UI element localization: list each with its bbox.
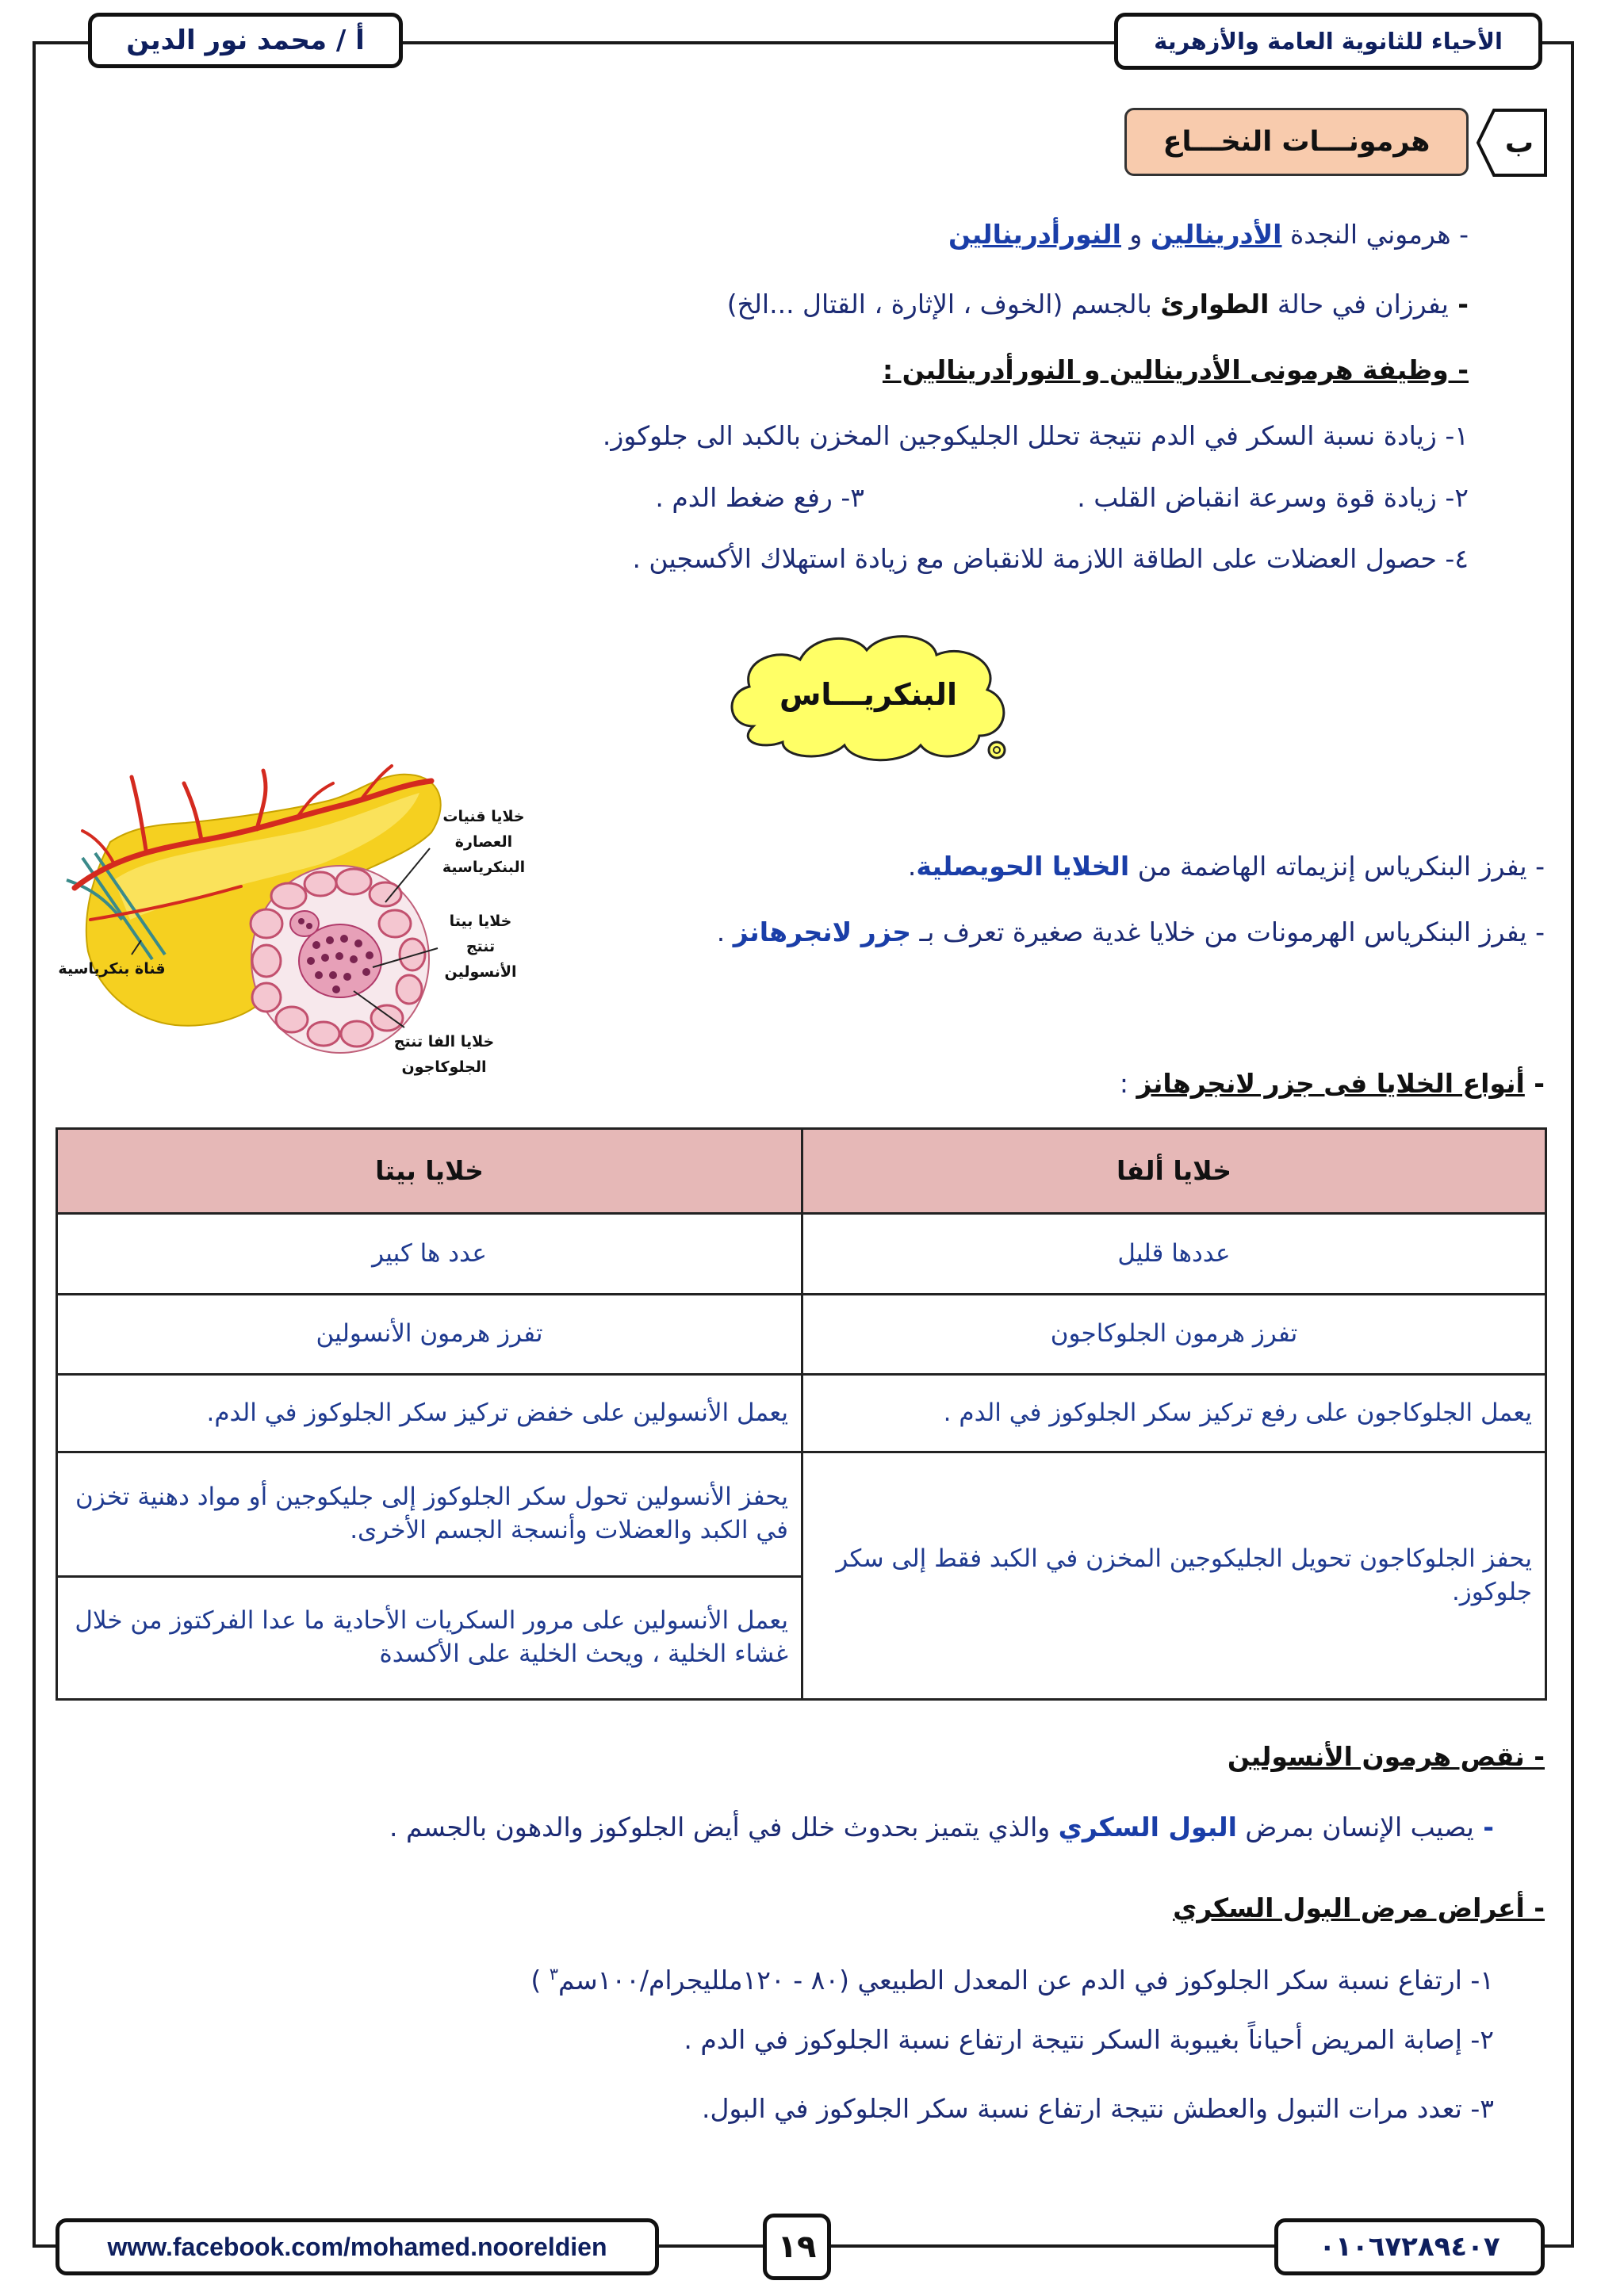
symptom-3: ٣- تعدد مرات التبول والعطش نتيجة ارتفاع نسبة سكر الجلوكوز في البول. (701, 2093, 1494, 2124)
acinar-cell (308, 1022, 339, 1046)
alpha-storage: يحفز الجلوكاجون تحويل الجليكوجين المخزن في الكبد فقط إلى سكر جلوكوز. (802, 1452, 1546, 1700)
islet-cells-table (56, 1127, 1547, 1701)
islet-cell (298, 918, 304, 924)
enzymes-end: . (907, 851, 917, 882)
acinar-cell (304, 872, 336, 896)
intro-text: - هرموني النجدة (1281, 219, 1469, 250)
islet-cell (329, 971, 337, 979)
islet-cell (366, 951, 373, 959)
islet-cell (307, 957, 315, 965)
adrenaline-term: الأدرينالين (1150, 219, 1282, 250)
symptom-text: ١- ارتفاع نسبة سكر الجلوكوز في الدم عن المعدل الطبيعي (٨٠ - ١٢٠ملليجرام/١٠٠سم (558, 1965, 1494, 1996)
label-line: الجلوكاجون (401, 1058, 487, 1076)
beta-hormone: تفرز هرمون الأنسولين (57, 1295, 802, 1375)
effect-text: يصيب الإنسان بمرض (1236, 1812, 1474, 1843)
pancreas-title: البنكريـــاس (779, 677, 957, 712)
islet-cell (343, 973, 351, 981)
emergency-term: الطوارئ (1160, 289, 1270, 320)
table-row (57, 1295, 1546, 1375)
islet-cell (340, 935, 348, 943)
cell-types-heading (1120, 1064, 1545, 1104)
beta-uptake: يعمل الأنسولين على مرور السكريات الأحادية ما عدا الفركتوز من خلال غشاء الخلية ، ويحث الخلية على الأكسدة (57, 1577, 802, 1700)
subject-title: الأحياء للثانوية العامة والأزهرية (1154, 28, 1503, 55)
beta-header: خلايا بيتا (57, 1129, 802, 1214)
label-line: البنكرياسية (442, 859, 526, 876)
islet-cell (312, 941, 320, 949)
section-letter: ب (1504, 126, 1534, 159)
hormones-text: - يفرز البنكرياس الهرمونات من خلايا غدية صغيرة تعرف بـ (911, 916, 1545, 947)
acinar-cell (336, 869, 371, 894)
acinar-cell (379, 910, 411, 937)
page-number: ١٩ (777, 2229, 817, 2265)
insulin-deficiency-heading: - نقص هرمون الأنسولين (1227, 1741, 1545, 1772)
label-line: خلايا بيتا (449, 913, 512, 930)
function-3: ٣- رفع ضغط الدم . (655, 482, 864, 513)
pancreas-enzymes (908, 847, 1545, 886)
facebook-url: www.facebook.com/mohamed.nooreldien (107, 2232, 607, 2261)
alpha-header: خلايا ألفا (802, 1129, 1546, 1214)
acinar-cells-term: الخلايا الحويصلية (916, 851, 1130, 882)
beta-count: عدد ها كبير (57, 1214, 802, 1295)
facebook-box (56, 2218, 659, 2275)
acinar-cell (341, 1021, 373, 1047)
islet-cell (354, 939, 362, 947)
subject-box (1114, 13, 1542, 70)
function-4: ٤- حصول العضلات على الطاقة اللازمة للانقباض مع زيادة استهلاك الأكسجين . (632, 543, 1469, 574)
islet-cell (321, 954, 329, 962)
label-pancreatic-duct (52, 956, 171, 982)
table-header-row (57, 1129, 1546, 1214)
author-box (88, 13, 403, 68)
label-line: خلايا الفا تنتج (393, 1033, 495, 1050)
medulla-intro (948, 215, 1469, 254)
islet-cluster (290, 911, 319, 936)
symptom-2: ٢- إصابة المريض أحياناً بغيبوبة السكر نتيجة ارتفاع نسبة الجلوكوز في الدم . (684, 2024, 1494, 2055)
label-line: الأنسولين (444, 963, 517, 981)
symptoms-heading: - أعراض مرض البول السكري (1173, 1892, 1545, 1923)
acinar-cell (400, 939, 425, 970)
islet-cell (326, 936, 334, 944)
label-beta-cells (435, 909, 527, 985)
phone-box (1274, 2218, 1545, 2275)
page-number-box (763, 2214, 831, 2280)
acinar-cell (271, 883, 306, 909)
acinar-cell (252, 983, 281, 1012)
alpha-hormone: تفرز هرمون الجلوكاجون (802, 1295, 1546, 1375)
heading-colon: : (1119, 1068, 1137, 1099)
pancreas-hormones (717, 913, 1545, 952)
medulla-secretion (727, 285, 1469, 324)
label-line: العصارة (454, 833, 513, 851)
function-2: ٢- زيادة قوة وسرعة انقباض القلب . (1077, 482, 1469, 513)
label-line: قناة بنكرياسية (58, 960, 166, 978)
label-line: تنتج (465, 938, 496, 955)
bullet-dash: - (1524, 1068, 1545, 1099)
author-name: أ / محمد نور الدين (126, 25, 365, 56)
intro-and: و (1120, 219, 1151, 250)
unit-superscript: ٣ (549, 1965, 559, 1984)
alpha-count: عددها قليل (802, 1214, 1546, 1295)
secretion-text: يفرزان في حالة (1269, 289, 1449, 320)
islet-cell (362, 968, 370, 976)
phone-number: ٠١٠٦٧٢٨٩٤٠٧ (1319, 2231, 1500, 2263)
islet-cell (350, 955, 358, 963)
label-duct-cells (428, 804, 539, 880)
secretion-examples: بالجسم (الخوف ، الإثارة ، القتال ...الخ) (726, 289, 1161, 320)
label-line: خلايا قنيات (442, 808, 525, 825)
islet-cell (332, 985, 340, 993)
noradrenaline-term: النورأدرينالين (948, 219, 1121, 250)
function-1: ١- زيادة نسبة السكر في الدم نتيجة تحلل الجليكوجين المخزن بالكبد الى جلوكوز. (602, 420, 1469, 451)
acinar-cell (370, 882, 401, 906)
beta-storage: يحفز الأنسولين تحول سكر الجلوكوز إلى جليكوجين أو مواد دهنية تخزن في الكبد والعضلات وأنسجة الجسم الأخرى. (57, 1452, 802, 1577)
cell-types-title: أنواع الخلايا فى جزر لانجرهانز (1136, 1068, 1525, 1099)
section-title-box (1124, 108, 1469, 176)
section-title: هرمونـــات النخـــاع (1162, 126, 1431, 158)
label-alpha-cells (379, 1029, 509, 1080)
acinar-cell (251, 909, 282, 938)
table-row (57, 1375, 1546, 1452)
bullet-dash: - (1448, 289, 1469, 320)
islet-cell (306, 923, 312, 929)
bullet-dash: - (1473, 1812, 1494, 1843)
alpha-effect: يعمل الجلوكاجون على رفع تركيز سكر الجلوكوز في الدم . (802, 1375, 1546, 1452)
symptom-1 (530, 1954, 1494, 2000)
symptom-text-end: ) (530, 1965, 550, 1996)
acinar-cell (252, 945, 281, 977)
islets-term: جزر لانجرهانز (733, 916, 912, 947)
table-row (57, 1452, 1546, 1577)
diabetes-effect (389, 1808, 1494, 1847)
enzymes-text: - يفرز البنكرياس إنزيماته الهاضمة من (1129, 851, 1545, 882)
islet-cell (335, 952, 343, 960)
acinar-cell (276, 1007, 308, 1032)
acinar-cell (371, 1005, 403, 1031)
beta-effect: يعمل الأنسولين على خفض تركيز سكر الجلوكوز في الدم. (57, 1375, 802, 1452)
acinar-cell (396, 975, 422, 1004)
diabetes-term: البول السكري (1058, 1812, 1237, 1843)
function-heading: - وظيفة هرمونى الأدرينالين و النورأدرينالين : (882, 354, 1469, 385)
islet-cell (315, 971, 323, 979)
hormones-end: . (716, 916, 733, 947)
effect-text-end: والذي يتميز بحدوث خلل في أيض الجلوكوز والدهون بالجسم . (389, 1812, 1059, 1843)
table-row (57, 1214, 1546, 1295)
